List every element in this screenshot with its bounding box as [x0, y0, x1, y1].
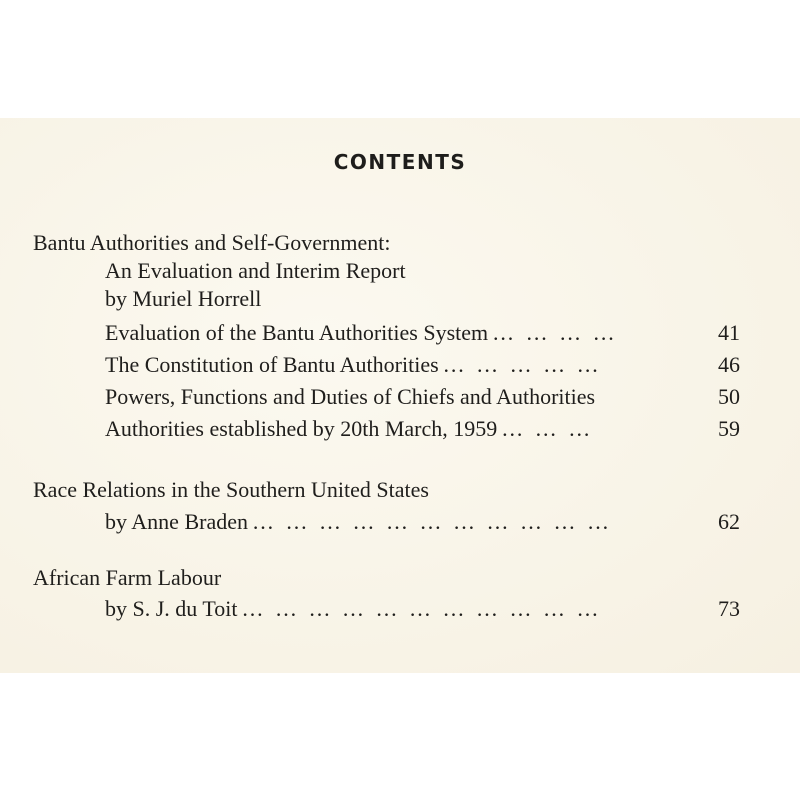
section-author: by Muriel Horrell	[105, 286, 262, 311]
section-heading: African Farm Labour	[33, 565, 222, 590]
section-heading: Race Relations in the Southern United States	[33, 477, 429, 502]
toc-entry-label: Evaluation of the Bantu Authorities System	[105, 320, 489, 345]
leader-dots: … … … … …	[442, 352, 602, 377]
page-number: 59	[718, 416, 740, 441]
toc-entry	[105, 596, 740, 622]
toc-entry	[105, 320, 740, 346]
page-number: 41	[718, 320, 740, 345]
toc-entry-label: by S. J. du Toit	[105, 596, 238, 621]
page-number: 50	[718, 384, 740, 409]
section-subheading: An Evaluation and Interim Report	[105, 258, 406, 283]
section-heading: Bantu Authorities and Self-Government:	[33, 230, 391, 255]
toc-entry-label: Powers, Functions and Duties of Chiefs and Authorities	[105, 384, 596, 409]
leader-dots: … … …	[501, 416, 594, 441]
toc-entry	[105, 352, 740, 378]
page-number: 62	[718, 509, 740, 534]
leader-dots: … … … … … … … … … … …	[241, 596, 602, 621]
leader-dots: … … … …	[492, 320, 618, 345]
toc-entry-label: The Constitution of Bantu Authorities	[105, 352, 439, 377]
toc-entry	[105, 509, 740, 535]
page-number: 73	[718, 596, 740, 621]
page-title: CONTENTS	[333, 150, 467, 174]
leader-dots: … … … … … … … … … … …	[251, 509, 612, 534]
toc-entry	[105, 384, 740, 410]
toc-entry-label: Authorities established by 20th March, 1959	[105, 416, 498, 441]
toc-entry-label: by Anne Braden	[105, 509, 248, 534]
page-number: 46	[718, 352, 740, 377]
toc-entry	[105, 416, 740, 442]
